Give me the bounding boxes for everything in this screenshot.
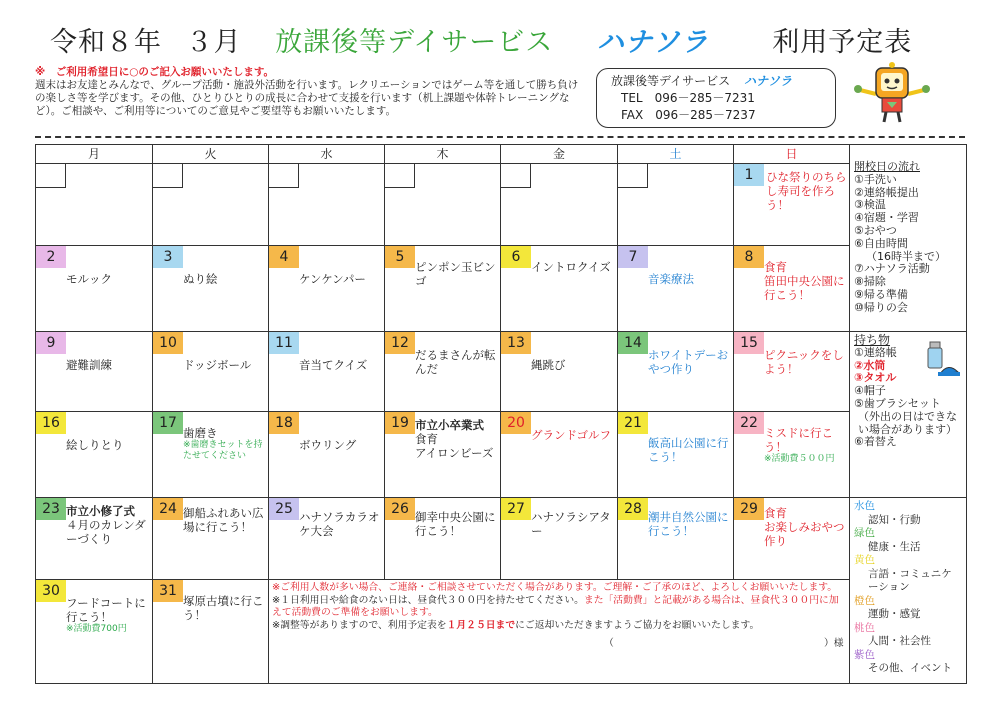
contact-fax: FAX 096－285－7237 <box>621 108 756 122</box>
belonging-item: ②水筒 <box>854 358 886 372</box>
flow-item: ⑩帰りの会 <box>854 300 908 314</box>
day-number: 25 <box>269 498 299 520</box>
belonging-item: （外出の日はできない場合があります） <box>858 409 957 436</box>
day-cell-9[interactable] <box>36 332 153 412</box>
legend-label: 運動・感覚 <box>868 608 921 620</box>
day-number: 18 <box>269 412 299 434</box>
note-activity-fee: また「活動費」と記載がある場合は、昼食代３００円に加えて活動費のご準備をお願いします。 <box>272 594 839 618</box>
day-activity: 絵しりとり <box>66 438 124 452</box>
contact-box <box>596 68 836 128</box>
day-number: 12 <box>385 332 415 354</box>
day-activity: ドッジボール <box>183 358 252 372</box>
day-number: 6 <box>501 246 531 268</box>
dashed-divider <box>35 136 965 138</box>
name-line[interactable] <box>272 638 846 652</box>
flow-item: ④宿題・学習 <box>854 211 919 225</box>
day-activity: ボウリング <box>299 438 357 452</box>
day-activity: ひな祭りのちらし寿司を作ろう！ <box>766 170 847 212</box>
day-activity <box>415 418 498 460</box>
day-number: 23 <box>36 498 66 520</box>
flow-item: ③検温 <box>854 198 886 212</box>
day-number: 17 <box>153 412 183 434</box>
day-number: 24 <box>153 498 183 520</box>
day-cell-21[interactable] <box>618 412 734 498</box>
day-note: ※活動費５００円 <box>764 454 835 464</box>
day-cell-5[interactable] <box>385 246 501 332</box>
day-cell-empty[interactable] <box>269 164 385 246</box>
day-cell-6[interactable] <box>501 246 618 332</box>
day-cell-empty[interactable] <box>501 164 618 246</box>
day-number: 15 <box>734 332 764 354</box>
day-activity: モルック <box>66 272 112 286</box>
day-activity <box>764 260 847 302</box>
day-cell-8[interactable] <box>734 246 850 332</box>
day-activity: だるまさんが転んだ <box>415 348 496 376</box>
flow-item: （16時半まで） <box>866 249 946 263</box>
day-cell-empty[interactable] <box>36 164 153 246</box>
day-activity: 音当てクイズ <box>299 358 368 372</box>
day-activity-line: 笛田中央公園に行こう！ <box>764 274 845 302</box>
day-cell-15[interactable] <box>734 332 850 412</box>
day-number: 26 <box>385 498 415 520</box>
day-note: ※活動費700円 <box>66 624 127 634</box>
calendar-grid <box>35 144 967 684</box>
day-cell-20[interactable] <box>501 412 618 498</box>
flow-item: ⑧掃除 <box>854 275 886 289</box>
day-activity-line: 歯磨き <box>183 426 218 440</box>
day-cell-17[interactable] <box>153 412 269 498</box>
day-cell-29[interactable] <box>734 498 850 580</box>
day-number: 16 <box>36 412 66 434</box>
day-number: 2 <box>36 246 66 268</box>
day-activity: 潮井自然公園に行こう！ <box>648 510 729 538</box>
day-number: 3 <box>153 246 183 268</box>
title-service: 放課後等デイサービス <box>275 27 554 58</box>
day-cell-19[interactable] <box>385 412 501 498</box>
day-number: 30 <box>36 580 66 602</box>
day-activity-line: アイロンビーズ <box>415 446 494 460</box>
contact-service: 放課後等デイサービス <box>611 74 731 88</box>
note-capacity: ※ご利用人数が多い場合、ご連絡・ご相談させていただく場合があります。ご理解・ご了承のほど、よろしくお願いいたします。 <box>272 582 838 593</box>
attendance-checkbox[interactable] <box>501 164 531 188</box>
legend-color-pink: 桃色 <box>854 621 875 634</box>
day-cell-28[interactable] <box>618 498 734 580</box>
day-cell-3[interactable] <box>153 246 269 332</box>
water-bottle-cap-icon <box>926 340 960 380</box>
day-cell-26[interactable] <box>385 498 501 580</box>
day-activity: 縄跳び <box>531 358 566 372</box>
title-brand: ハナソラ <box>596 27 709 58</box>
flow-item: ⑦ハナソラ活動 <box>854 262 930 276</box>
note-lunch-text: ※１日利用日や給食のない日は、昼食代３００円を持たせてください。 <box>272 594 584 606</box>
day-activity: 塚原古墳に行こう！ <box>183 594 264 622</box>
day-cell-1[interactable] <box>734 164 850 246</box>
flow-item: ②連絡帳提出 <box>854 185 919 199</box>
day-activity-line: ４月のカレンダーづくり <box>66 518 146 546</box>
day-number: 28 <box>618 498 648 520</box>
day-activity: イントロクイズ <box>531 260 611 274</box>
day-number: 29 <box>734 498 764 520</box>
attendance-checkbox[interactable] <box>153 164 183 188</box>
color-legend-panel <box>850 498 966 684</box>
day-cell-empty[interactable] <box>385 164 501 246</box>
title-doc: 利用予定表 <box>772 27 913 58</box>
notes-section <box>269 580 850 684</box>
mascot-illustration <box>852 60 932 128</box>
day-number: 4 <box>269 246 299 268</box>
day-cell-25[interactable] <box>269 498 385 580</box>
legend-label: その他、イベント <box>868 662 952 674</box>
weekday-sun: 日 <box>734 145 850 164</box>
legend-label: 人間・社会性 <box>868 635 931 647</box>
note-lunch <box>272 595 846 620</box>
day-activity-line: 食育 <box>764 506 787 520</box>
day-number: 21 <box>618 412 648 434</box>
name-close: ）様 <box>824 638 844 649</box>
weekday-sat: 土 <box>618 145 734 164</box>
title-month: ３月 <box>185 27 242 58</box>
belonging-item: ⑥着替え <box>854 435 897 449</box>
contact-tel: TEL 096－285－7231 <box>621 91 755 105</box>
note-return-end: にご返却いただきますようご協力をお願いいたします。 <box>515 619 760 631</box>
contact-header <box>611 73 821 90</box>
flow-item: ⑤おやつ <box>854 223 897 237</box>
day-number: 27 <box>501 498 531 520</box>
attendance-checkbox[interactable] <box>269 164 299 188</box>
day-number: 5 <box>385 246 415 268</box>
day-cell-22[interactable] <box>734 412 850 498</box>
legend-color-yellow: 黄色 <box>854 554 875 566</box>
day-activity-line: ミスドに行こう！ <box>764 426 833 454</box>
intro-text <box>35 66 580 118</box>
legend-label: 言語・コミュニケーション <box>868 567 952 593</box>
day-cell-12[interactable] <box>385 332 501 412</box>
name-open: （ <box>604 638 614 649</box>
day-activity <box>764 426 847 465</box>
attendance-checkbox[interactable] <box>36 164 66 188</box>
day-number: 13 <box>501 332 531 354</box>
contact-brand: ハナソラ <box>744 74 792 88</box>
belongings-panel <box>850 332 966 498</box>
legend-color-cyan: 水色 <box>854 500 875 512</box>
day-event-head: 市立小卒業式 <box>415 418 484 432</box>
day-number: 8 <box>734 246 764 268</box>
day-activity-line: お楽しみおやつ作り <box>764 520 845 548</box>
day-activity-line: 食育 <box>764 260 787 274</box>
note-deadline: １月２５日まで <box>446 619 516 631</box>
note-return-text: ※調整等がありますので、利用予定表を <box>272 619 447 631</box>
belonging-item: ⑤歯ブラシセット <box>854 396 941 410</box>
day-cell-10[interactable] <box>153 332 269 412</box>
day-activity <box>764 506 847 548</box>
day-number: 11 <box>269 332 299 354</box>
belonging-item: ④帽子 <box>854 384 886 398</box>
legend-label: 健康・生活 <box>868 540 921 553</box>
note-return <box>272 620 846 633</box>
day-activity: ハナソラカラオケ大会 <box>299 510 380 538</box>
day-number: 10 <box>153 332 183 354</box>
day-activity: ケンケンパー <box>299 272 366 286</box>
title-era: 令和８年 <box>50 27 162 58</box>
weekday-tue: 火 <box>153 145 269 164</box>
day-cell-7[interactable] <box>618 246 734 332</box>
legend-color-orange: 橙色 <box>854 594 875 607</box>
day-number: 9 <box>36 332 66 354</box>
weekday-thu: 木 <box>385 145 501 164</box>
day-cell-14[interactable] <box>618 332 734 412</box>
flow-item: ①手洗い <box>854 172 897 186</box>
day-cell-31[interactable] <box>153 580 269 684</box>
day-cell-24[interactable] <box>153 498 269 580</box>
day-number: 22 <box>734 412 764 434</box>
day-activity: 御船ふれあい広場に行こう！ <box>183 506 264 534</box>
day-cell-23[interactable] <box>36 498 153 580</box>
day-number: 14 <box>618 332 648 354</box>
weekday-mon: 月 <box>36 145 153 164</box>
day-cell-16[interactable] <box>36 412 153 498</box>
day-activity: 避難訓練 <box>66 358 112 372</box>
legend-color-purple: 紫色 <box>854 648 875 661</box>
weekday-wed: 水 <box>269 145 385 164</box>
belonging-item: ③タオル <box>854 371 897 385</box>
day-cell-30[interactable] <box>36 580 153 684</box>
day-note: ※歯磨きセットを持たせてください <box>183 440 263 461</box>
flow-item: ⑨帰る準備 <box>854 287 908 301</box>
day-activity-line: フードコートに行こう！ <box>66 596 146 624</box>
day-activity: ホワイトデーおやつ作り <box>648 348 729 376</box>
legend-color-green: 緑色 <box>854 527 875 539</box>
daily-flow-panel <box>850 145 966 332</box>
day-activity: 御幸中央公園に行こう！ <box>415 510 496 538</box>
flow-title: 開校日の流れ <box>854 160 920 173</box>
belongings-title: 持ち物 <box>854 333 891 347</box>
legend-label: 認知・行動 <box>868 513 921 526</box>
flow-item: ⑥自由時間 <box>854 236 908 250</box>
day-cell-empty[interactable] <box>153 164 269 246</box>
day-activity: ぬり絵 <box>183 272 218 286</box>
day-activity: ピンポン玉ビンゴ <box>415 260 496 288</box>
day-cell-18[interactable] <box>269 412 385 498</box>
day-number: 1 <box>734 164 764 186</box>
day-number: 20 <box>501 412 531 434</box>
attendance-checkbox[interactable] <box>618 164 648 188</box>
attendance-checkbox[interactable] <box>385 164 415 188</box>
day-activity-line: 食育 <box>415 432 438 446</box>
day-number: 7 <box>618 246 648 268</box>
day-activity: ハナソラシアター <box>531 510 611 538</box>
day-event-head: 市立小修了式 <box>66 504 135 518</box>
day-activity: 音楽療法 <box>648 272 694 286</box>
intro-request: ※ ご利用希望日に○のご記入お願いいたします。 <box>35 66 275 78</box>
belonging-item: ①連絡帳 <box>854 345 897 359</box>
weekday-fri: 金 <box>501 145 618 164</box>
day-activity: ピクニックをしよう！ <box>764 348 844 376</box>
day-cell-empty[interactable] <box>618 164 734 246</box>
day-cell-27[interactable] <box>501 498 618 580</box>
page-title <box>50 20 912 59</box>
day-number: 31 <box>153 580 183 602</box>
day-activity: 飯高山公園に行こう！ <box>648 436 729 464</box>
day-cell-11[interactable] <box>269 332 385 412</box>
day-activity <box>66 504 150 546</box>
day-number: 19 <box>385 412 415 434</box>
day-activity <box>66 596 150 635</box>
day-cell-4[interactable] <box>269 246 385 332</box>
day-cell-2[interactable] <box>36 246 153 332</box>
day-cell-13[interactable] <box>501 332 618 412</box>
day-activity <box>183 426 266 462</box>
intro-body: 週末はお友達とみんなで、グループ活動・施設外活動を行います。レクリエーションではゲーム等を通して勝ち負けの楽しさ等を学びます。その他、ひとりひとりの成長に合わせて支援を行います（机上課題や体幹トレーニングなど）。ご相談や、ご利用等についてのご意見やご要望等もお願いいたします。 <box>35 79 579 117</box>
day-activity: グランドゴルフ <box>531 428 612 442</box>
